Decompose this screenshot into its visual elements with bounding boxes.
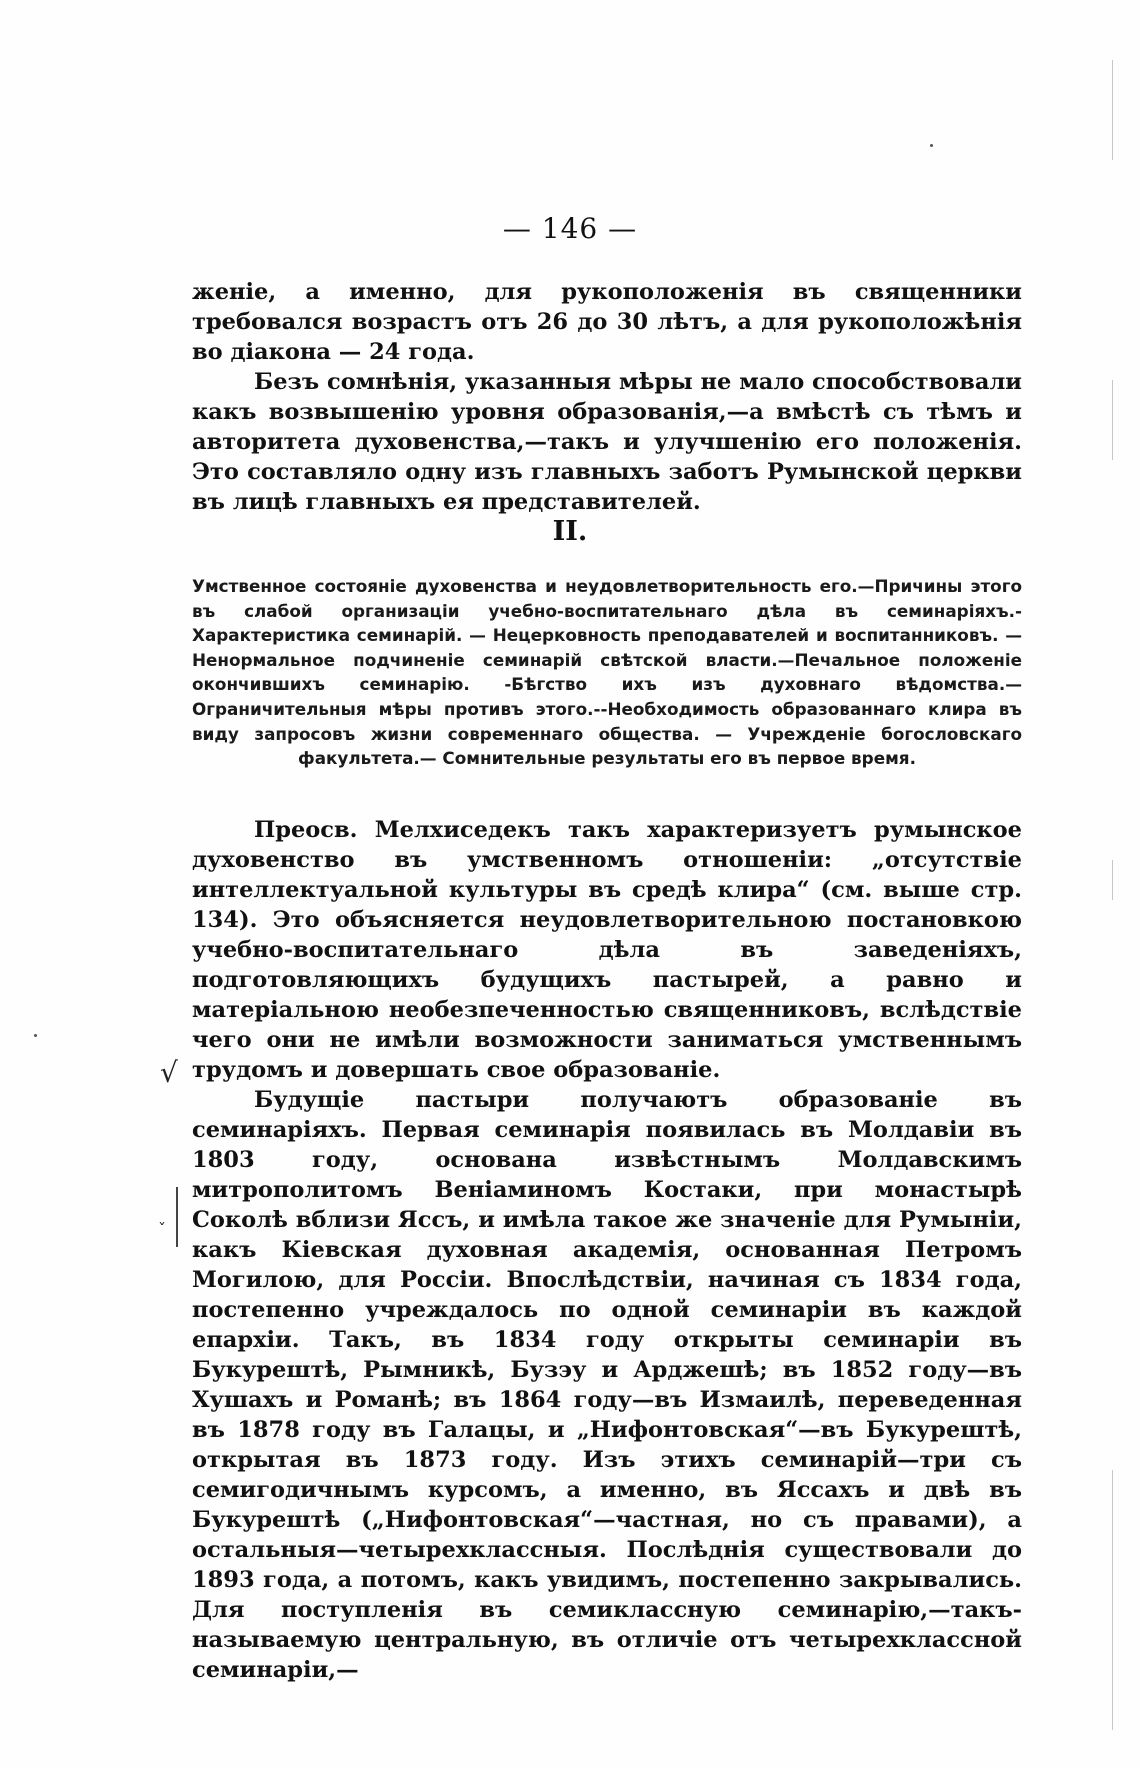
paragraph: Будущіе пастыри получаютъ образованіе въ семинаріяхъ. Первая семинарія появилась въ Молдавіи въ 1803 году, основана извѣстнымъ Молдавскимъ митрополитомъ Веніаминомъ Костаки, при монастырѣ Соколѣ вблизи Яссъ, и имѣла такое же значеніе для Румыніи, какъ Кіевская духовная академія, основанная Петромъ Могилою, для Россіи. Впослѣдствіи, начиная съ 1834 года, постепенно учреждалось по одной семинаріи въ каждой епархіи. Такъ, въ 1834 году открыты семинаріи въ Букурештѣ, Рымникѣ, Бузэу и Арджешѣ; въ 1852 году—въ Хушахъ и Романѣ; въ 1864 году—въ Измаилѣ, переведенная въ 1878 году въ Галацы, и „Нифонтовская“—въ Букурештѣ, открытая въ 1873 году. Изъ этихъ семинарій—три съ семигодичнымъ курсомъ, а именно, въ Яссахъ и двѣ въ Букурештѣ („Нифонтовская“—частная, но съ правами), а остальныя—четырехклассныя. Послѣднія существовали до 1893 года, а потомъ, какъ увидимъ, постепенно закрывались. Для поступленія въ семиклассную семинарію,—такъ-называемую центральную, въ отличіе отъ четырехклассной семинаріи,— (192, 1087, 1022, 1683)
paragraph: Безъ сомнѣнія, указанныя мѣры не мало способствовали какъ возвышенію уровня образованія,—а вмѣстѣ съ тѣмъ и авторитета духовенства,—такъ и улучшенію его положенія. Это составляло одну изъ главныхъ заботъ Румынской церкви въ лицѣ главныхъ ея представителей. (192, 369, 1022, 515)
page-edge-shadow (1112, 60, 1113, 160)
paragraph-continuation: женіе, а именно, для рукоположенія въ священники требовался возрастъ отъ 26 до 30 лѣтъ, а для рукоположѣнія во діакона — 24 года. (192, 279, 1022, 365)
section-heading: II. (552, 516, 588, 547)
scan-speck (34, 1034, 37, 1037)
checkmark-annotation-icon: √ (160, 1056, 178, 1089)
margin-bracket-annotation (176, 1187, 178, 1247)
summary-text: Умственное состояніе духовенства и неудовлетворительность его.—Причины этого въ слабой организаціи учебно-воспитательнаго дѣла въ семинаріяхъ.- Характеристика семинарій. — Нецерковность преподавателей и воспитанниковъ. — Ненормальное подчиненіе семинарій свѣтской власти.—Печальное положеніе окончившихъ семинарію. -Бѣгство ихъ изъ духовнаго вѣдомства.—Ограничительныя мѣры противъ этого.--Необходимость образованнаго клира въ виду запросовъ жизни современнаго общества. — Учрежденіе богословскаго факультета.— Сомнительные результаты его въ первое время. (192, 576, 1022, 769)
text-block-main (192, 815, 1022, 1685)
page-edge-shadow (1112, 380, 1113, 460)
tick-annotation-icon: ˇ (158, 1220, 166, 1239)
chapter-summary (192, 574, 1022, 771)
scan-speck (930, 144, 933, 147)
paragraph: Преосв. Мелхиседекъ такъ характеризуетъ румынское духовенство въ умственномъ отношеніи: „отсутствіе интеллектуальной культуры въ средѣ клира“ (см. выше стр. 134). Это объясняется неудовлетворительною постановкою учебно-воспитательнаго дѣла въ заведеніяхъ, подготовляющихъ будущихъ пастырей, а равно и матеріальною необезпеченностью священниковъ, вслѣдствіе чего они не имѣли возможности заниматься умственнымъ трудомъ и довершать свое образованіе. (192, 817, 1022, 1083)
page-edge-shadow (1112, 1470, 1113, 1730)
page-number: — 146 — (502, 212, 638, 245)
page-edge-shadow (1112, 860, 1113, 900)
text-block-top (192, 277, 1022, 517)
